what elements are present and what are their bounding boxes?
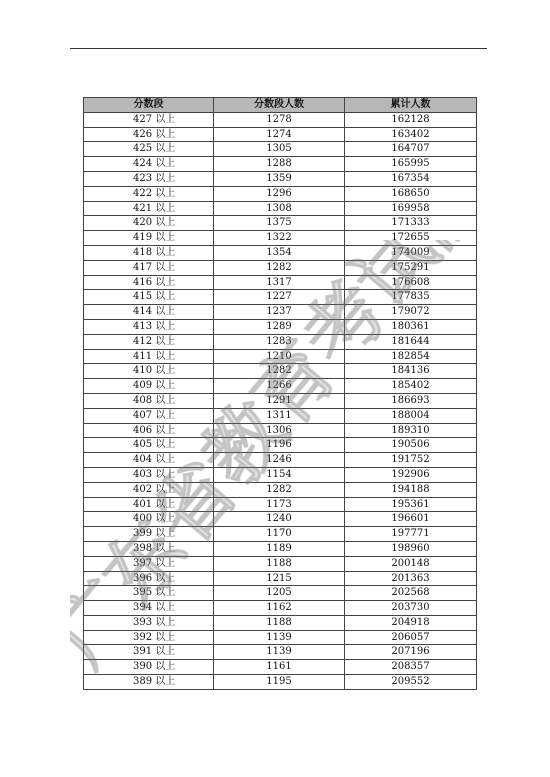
cell-count: 1188 (214, 556, 345, 571)
cell-cumulative: 168650 (345, 186, 477, 201)
column-header-score-range: 分数段 (84, 98, 214, 113)
cell-score-range: 406 以上 (84, 423, 214, 438)
cell-score-range: 407 以上 (84, 408, 214, 423)
cell-score-range: 395 以上 (84, 586, 214, 601)
cell-count: 1354 (214, 245, 345, 260)
cell-count: 1306 (214, 423, 345, 438)
cell-cumulative: 198960 (345, 541, 477, 556)
cell-cumulative: 174009 (345, 245, 477, 260)
table-row (84, 290, 477, 305)
cell-cumulative: 195361 (345, 497, 477, 512)
table-row (84, 408, 477, 423)
cell-count: 1296 (214, 186, 345, 201)
cell-score-range: 419 以上 (84, 231, 214, 246)
table-row (84, 645, 477, 660)
cell-cumulative: 175291 (345, 260, 477, 275)
cell-score-range: 412 以上 (84, 334, 214, 349)
cell-score-range: 405 以上 (84, 438, 214, 453)
cell-cumulative: 163402 (345, 127, 477, 142)
table-row (84, 512, 477, 527)
cell-score-range: 402 以上 (84, 482, 214, 497)
cell-count: 1289 (214, 319, 345, 334)
cell-cumulative: 189310 (345, 423, 477, 438)
cell-cumulative: 182854 (345, 349, 477, 364)
table-header-row (84, 98, 477, 113)
cell-cumulative: 184136 (345, 364, 477, 379)
cell-score-range: 396 以上 (84, 571, 214, 586)
cell-count: 1210 (214, 349, 345, 364)
cell-score-range: 391 以上 (84, 645, 214, 660)
table-row (84, 453, 477, 468)
table-row (84, 216, 477, 231)
cell-cumulative: 201363 (345, 571, 477, 586)
cell-count: 1237 (214, 305, 345, 320)
cell-cumulative: 169958 (345, 201, 477, 216)
cell-cumulative: 179072 (345, 305, 477, 320)
cell-count: 1375 (214, 216, 345, 231)
cell-cumulative: 192906 (345, 467, 477, 482)
table-row (84, 245, 477, 260)
table-row (84, 275, 477, 290)
cell-score-range: 390 以上 (84, 660, 214, 675)
cell-score-range: 424 以上 (84, 157, 214, 172)
cell-cumulative: 171333 (345, 216, 477, 231)
cell-count: 1305 (214, 142, 345, 157)
cell-cumulative: 164707 (345, 142, 477, 157)
table-row (84, 556, 477, 571)
cell-count: 1283 (214, 334, 345, 349)
cell-score-range: 392 以上 (84, 630, 214, 645)
cell-count: 1274 (214, 127, 345, 142)
cell-score-range: 397 以上 (84, 556, 214, 571)
cell-cumulative: 202568 (345, 586, 477, 601)
cell-score-range: 398 以上 (84, 541, 214, 556)
cell-count: 1278 (214, 112, 345, 127)
cell-count: 1139 (214, 645, 345, 660)
cell-count: 1189 (214, 541, 345, 556)
cell-score-range: 408 以上 (84, 393, 214, 408)
cell-count: 1282 (214, 364, 345, 379)
cell-score-range: 411 以上 (84, 349, 214, 364)
cell-count: 1161 (214, 660, 345, 675)
table-row (84, 601, 477, 616)
cell-score-range: 417 以上 (84, 260, 214, 275)
cell-score-range: 393 以上 (84, 615, 214, 630)
cell-score-range: 403 以上 (84, 467, 214, 482)
table-row (84, 467, 477, 482)
cell-count: 1246 (214, 453, 345, 468)
cell-count: 1311 (214, 408, 345, 423)
cell-count: 1205 (214, 586, 345, 601)
cell-count: 1227 (214, 290, 345, 305)
cell-score-range: 414 以上 (84, 305, 214, 320)
cell-score-range: 415 以上 (84, 290, 214, 305)
column-header-cumulative: 累计人数 (345, 98, 477, 113)
cell-count: 1266 (214, 379, 345, 394)
cell-score-range: 401 以上 (84, 497, 214, 512)
cell-count: 1308 (214, 201, 345, 216)
cell-cumulative: 203730 (345, 601, 477, 616)
cell-count: 1282 (214, 260, 345, 275)
header-rule (70, 48, 487, 49)
cell-cumulative: 209552 (345, 675, 477, 690)
cell-cumulative: 194188 (345, 482, 477, 497)
table-row (84, 171, 477, 186)
cell-score-range: 410 以上 (84, 364, 214, 379)
cell-cumulative: 196601 (345, 512, 477, 527)
table-row (84, 571, 477, 586)
table-row (84, 349, 477, 364)
cell-cumulative: 186693 (345, 393, 477, 408)
cell-cumulative: 190506 (345, 438, 477, 453)
cell-count: 1188 (214, 615, 345, 630)
cell-score-range: 400 以上 (84, 512, 214, 527)
cell-count: 1173 (214, 497, 345, 512)
table-row (84, 260, 477, 275)
cell-score-range: 418 以上 (84, 245, 214, 260)
cell-score-range: 399 以上 (84, 527, 214, 542)
cell-count: 1288 (214, 157, 345, 172)
cell-score-range: 420 以上 (84, 216, 214, 231)
table-row (84, 305, 477, 320)
table-row (84, 201, 477, 216)
cell-score-range: 416 以上 (84, 275, 214, 290)
cell-cumulative: 200148 (345, 556, 477, 571)
cell-cumulative: 206057 (345, 630, 477, 645)
table-row (84, 630, 477, 645)
cell-count: 1359 (214, 171, 345, 186)
cell-count: 1139 (214, 630, 345, 645)
cell-cumulative: 172655 (345, 231, 477, 246)
cell-cumulative: 167354 (345, 171, 477, 186)
table-row (84, 438, 477, 453)
table-row (84, 393, 477, 408)
cell-count: 1240 (214, 512, 345, 527)
watermark-text: 广东省教育考试院 (70, 240, 490, 683)
table-row (84, 497, 477, 512)
cell-count: 1291 (214, 393, 345, 408)
cell-count: 1154 (214, 467, 345, 482)
table-row (84, 157, 477, 172)
table-row (84, 112, 477, 127)
cell-cumulative: 181644 (345, 334, 477, 349)
table-row (84, 364, 477, 379)
cell-score-range: 413 以上 (84, 319, 214, 334)
table-body (84, 112, 477, 689)
cell-score-range: 422 以上 (84, 186, 214, 201)
cell-cumulative: 208357 (345, 660, 477, 675)
score-distribution-table (83, 97, 477, 690)
cell-count: 1162 (214, 601, 345, 616)
cell-score-range: 409 以上 (84, 379, 214, 394)
cell-count: 1215 (214, 571, 345, 586)
cell-score-range: 394 以上 (84, 601, 214, 616)
cell-score-range: 404 以上 (84, 453, 214, 468)
table-row (84, 142, 477, 157)
cell-count: 1322 (214, 231, 345, 246)
cell-count: 1317 (214, 275, 345, 290)
cell-cumulative: 176608 (345, 275, 477, 290)
cell-cumulative: 188004 (345, 408, 477, 423)
table-row (84, 127, 477, 142)
cell-count: 1195 (214, 675, 345, 690)
cell-score-range: 425 以上 (84, 142, 214, 157)
cell-count: 1170 (214, 527, 345, 542)
table-row (84, 423, 477, 438)
cell-cumulative: 185402 (345, 379, 477, 394)
table-row (84, 379, 477, 394)
cell-score-range: 421 以上 (84, 201, 214, 216)
table-row (84, 186, 477, 201)
table-row (84, 231, 477, 246)
cell-cumulative: 197771 (345, 527, 477, 542)
cell-score-range: 423 以上 (84, 171, 214, 186)
column-header-count: 分数段人数 (214, 98, 345, 113)
cell-count: 1196 (214, 438, 345, 453)
table-row (84, 615, 477, 630)
table-row (84, 319, 477, 334)
cell-cumulative: 204918 (345, 615, 477, 630)
cell-cumulative: 207196 (345, 645, 477, 660)
cell-cumulative: 191752 (345, 453, 477, 468)
cell-score-range: 427 以上 (84, 112, 214, 127)
table-row (84, 586, 477, 601)
table-row (84, 541, 477, 556)
table-row (84, 660, 477, 675)
cell-cumulative: 162128 (345, 112, 477, 127)
table-row (84, 482, 477, 497)
table-row (84, 527, 477, 542)
table-row (84, 334, 477, 349)
cell-cumulative: 165995 (345, 157, 477, 172)
cell-count: 1282 (214, 482, 345, 497)
cell-score-range: 426 以上 (84, 127, 214, 142)
cell-score-range: 389 以上 (84, 675, 214, 690)
cell-cumulative: 177835 (345, 290, 477, 305)
table-row (84, 675, 477, 690)
cell-cumulative: 180361 (345, 319, 477, 334)
